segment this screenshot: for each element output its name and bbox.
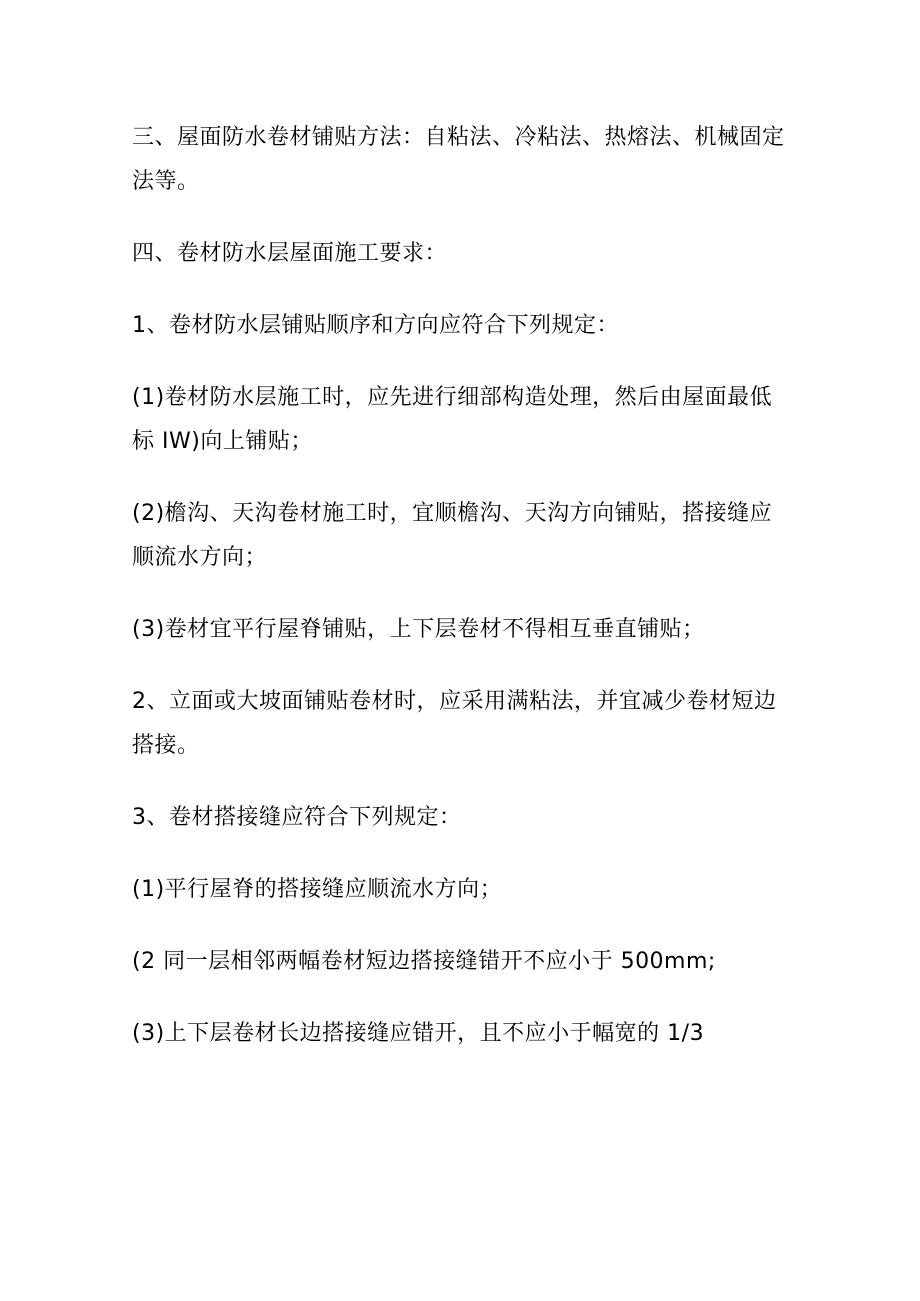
subitem-2-short-edge-offset: (2 同一层相邻两幅卷材短边搭接缝错开不应小于 500mm; xyxy=(132,949,716,974)
section-heading-3-paving-methods: 三、屋面防水卷材铺贴方法：自粘法、冷粘法、热熔法、机械固定法等。 xyxy=(132,125,785,194)
subitem-1-lap-joint-flow: (1)平行屋脊的搭接缝应顺流水方向； xyxy=(132,877,503,902)
subitem-3-long-edge-offset: (3)上下层卷材长边搭接缝应错开，且不应小于幅宽的 1/3 xyxy=(132,1021,705,1046)
subitem-2-gutter-paving: (2)檐沟、天沟卷材施工时，宜顺檐沟、天沟方向铺贴，搭接缝应顺流水方向； xyxy=(132,501,773,570)
section-heading-4-construction-requirements: 四、卷材防水层屋面施工要求： xyxy=(132,241,448,266)
item-2-vertical-surface: 2、立面或大坡面铺贴卷材时，应采用满粘法，并宜减少卷材短边搭接。 xyxy=(132,689,777,758)
item-3-lap-joint-rules: 3、卷材搭接缝应符合下列规定： xyxy=(132,805,462,830)
item-1-paving-order: 1、卷材防水层铺贴顺序和方向应符合下列规定： xyxy=(132,313,619,338)
subitem-3-parallel-ridge: (3)卷材宜平行屋脊铺贴，上下层卷材不得相互垂直铺贴； xyxy=(132,617,705,642)
subitem-1-detail-treatment: (1)卷材防水层施工时，应先进行细部构造处理，然后由屋面最低标 IW)向上铺贴； xyxy=(132,385,773,454)
